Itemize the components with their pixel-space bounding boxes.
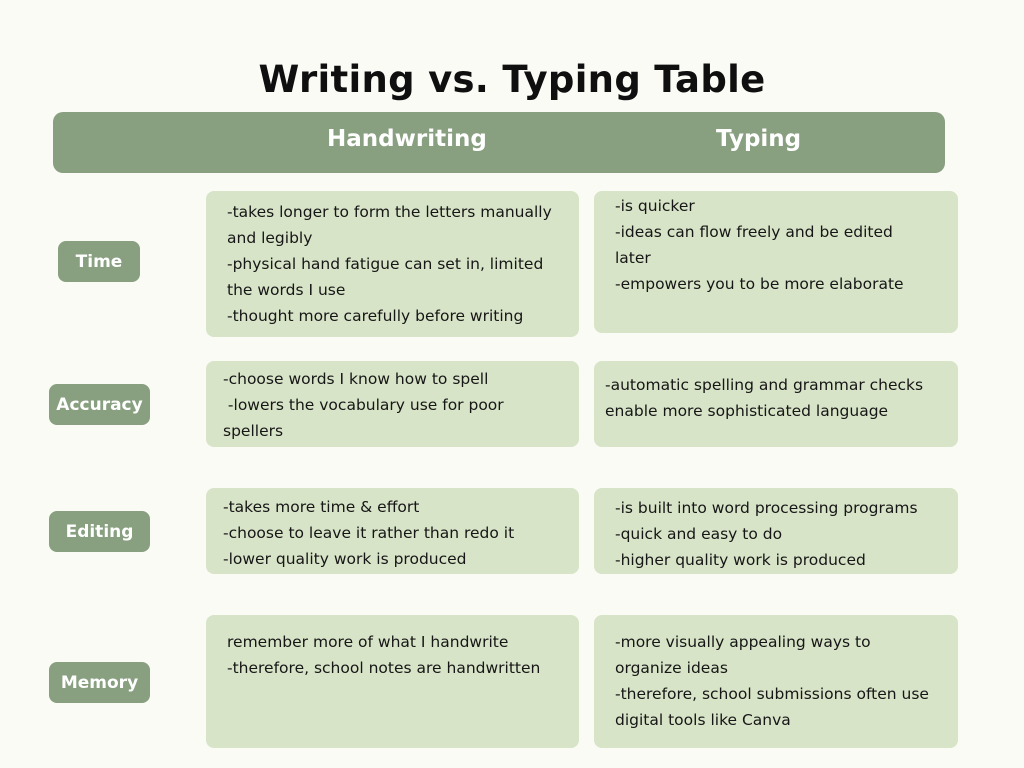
column-header-bar (53, 112, 945, 173)
cell-line: remember more of what I handwrite (227, 633, 509, 651)
cell-editing-handwriting (206, 488, 579, 574)
cell-line: the words I use (227, 281, 346, 299)
cell-line: -higher quality work is produced (615, 551, 866, 569)
cell-line: -ideas can flow freely and be edited (615, 223, 893, 241)
cell-line: digital tools like Canva (615, 711, 791, 729)
cell-editing-typing (594, 488, 958, 574)
row-label-editing: Editing (49, 511, 150, 552)
cell-line: later (615, 249, 651, 267)
column-header-typing: Typing (716, 126, 802, 152)
cell-line: enable more sophisticated language (605, 402, 889, 420)
cell-line: -takes more time & effort (223, 498, 420, 516)
cell-time-handwriting (206, 191, 579, 337)
row-label-accuracy: Accuracy (49, 384, 150, 425)
cell-line: -is quicker (615, 197, 695, 215)
cell-line: -quick and easy to do (615, 525, 783, 543)
cell-line: -choose to leave it rather than redo it (223, 524, 515, 542)
cell-accuracy-handwriting (206, 361, 579, 447)
cell-line: -empowers you to be more elaborate (615, 275, 904, 293)
cell-line: -automatic spelling and grammar checks (605, 376, 924, 394)
cell-memory-typing (594, 615, 958, 748)
cell-line: -therefore, school submissions often use (615, 685, 929, 703)
cell-line: -choose words I know how to spell (223, 370, 489, 388)
cell-line: -lowers the vocabulary use for poor (223, 396, 504, 414)
cell-line: and legibly (227, 229, 313, 247)
row-label-memory: Memory (49, 662, 150, 703)
cell-line: spellers (223, 422, 284, 440)
cell-line: -lower quality work is produced (223, 550, 467, 568)
cell-line: -thought more carefully before writing (227, 307, 524, 325)
cell-memory-handwriting (206, 615, 579, 748)
cell-accuracy-typing (594, 361, 958, 447)
cell-line: organize ideas (615, 659, 728, 677)
cell-line: -more visually appealing ways to (615, 633, 871, 651)
cell-line: -physical hand fatigue can set in, limited (227, 255, 544, 273)
column-header-handwriting: Handwriting (327, 126, 487, 152)
cell-line: -is built into word processing programs (615, 499, 918, 517)
cell-line: -therefore, school notes are handwritten (227, 659, 541, 677)
cell-time-typing (594, 191, 958, 333)
row-label-time: Time (58, 241, 140, 282)
cell-line: -takes longer to form the letters manually (227, 203, 552, 221)
page-title: Writing vs. Typing Table (258, 58, 766, 101)
